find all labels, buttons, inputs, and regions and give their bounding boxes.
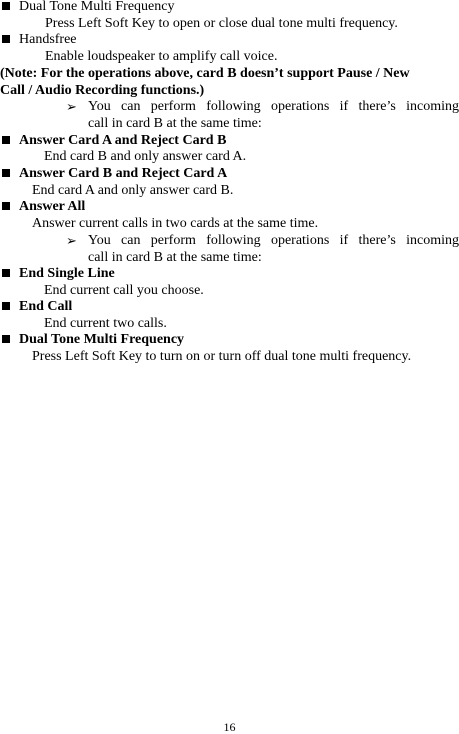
item-description: End card B and only answer card A. (44, 149, 247, 164)
item-title: Handsfree (19, 32, 77, 47)
page-number: 16 (223, 720, 236, 734)
item-title: Dual Tone Multi Frequency (19, 332, 185, 347)
arrow-item-text-cont: call in card B at the same time: (88, 116, 262, 131)
square-bullet-icon (2, 302, 10, 310)
item-title: End Single Line (19, 266, 115, 281)
square-bullet-icon (2, 202, 10, 210)
item-title: Answer Card A and Reject Card B (19, 133, 227, 148)
item-title: Answer All (19, 199, 86, 214)
item-description: Answer current calls in two cards at the same time. (32, 216, 319, 231)
square-bullet-icon (2, 35, 10, 43)
item-description: Press Left Soft Key to turn on or turn off dual tone multi frequency. (32, 349, 412, 364)
item-description: Enable loudspeaker to amplify call voice. (45, 49, 278, 64)
arrow-item-text: You can perform following operations if there’s incoming (88, 99, 459, 114)
item-title: Answer Card B and Reject Card A (19, 166, 228, 181)
item-title: End Call (19, 299, 73, 314)
note-line-1: (Note: For the operations above, card B doesn’t support Pause / New (0, 66, 410, 81)
square-bullet-icon (2, 335, 10, 343)
item-title: Dual Tone Multi Frequency (19, 0, 175, 14)
square-bullet-icon (2, 136, 10, 144)
note-line-2: Call / Audio Recording functions.) (0, 83, 205, 98)
arrow-bullet-icon: ➢ (66, 233, 77, 248)
arrow-item-text: You can perform following operations if there’s incoming (88, 233, 459, 248)
square-bullet-icon (2, 2, 10, 10)
item-description: Press Left Soft Key to open or close dual tone multi frequency. (45, 16, 398, 31)
arrow-item-text-cont: call in card B at the same time: (88, 250, 262, 265)
square-bullet-icon (2, 269, 10, 277)
arrow-bullet-icon: ➢ (66, 99, 77, 114)
item-description: End current two calls. (44, 316, 167, 331)
item-description: End card A and only answer card B. (32, 183, 234, 198)
square-bullet-icon (2, 169, 10, 177)
item-description: End current call you choose. (44, 283, 204, 298)
